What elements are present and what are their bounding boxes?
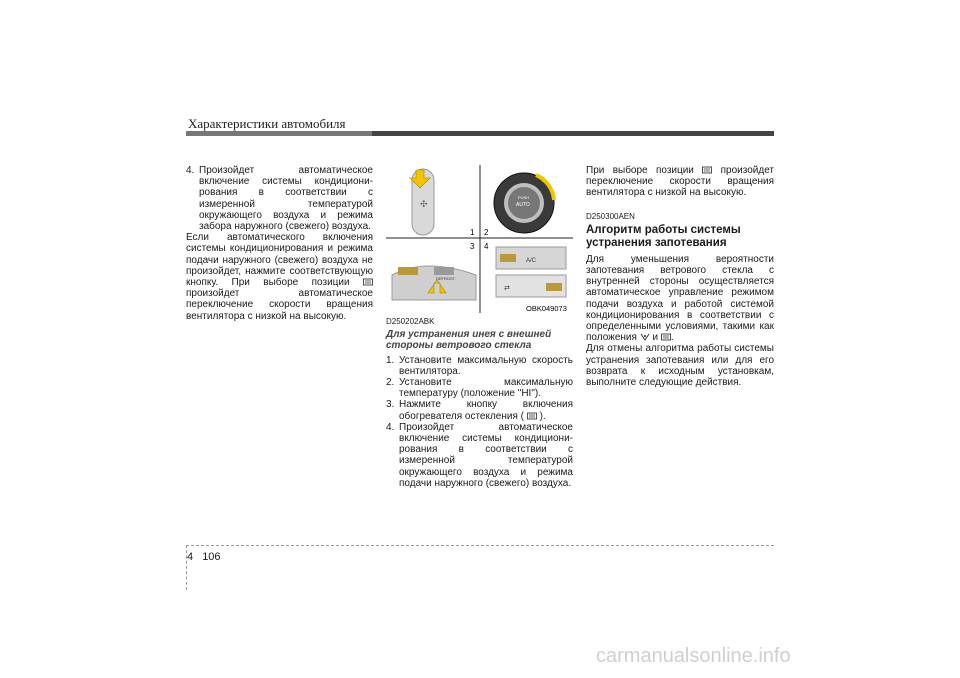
item-text: Установите максимальную температуру (положение "HI"). bbox=[399, 377, 573, 400]
paragraph-text: Для уменьшения вероятности запотевания ветрового стекла с внутренней стороны осуществляется автоматическое управление режимом подачи воздуха и работой системой кондиционирования в соответствии с определенными условиями, такими как положения bbox=[586, 253, 774, 344]
subheading: Для устранения инея с внешней стороны ветрового стекла bbox=[386, 329, 552, 352]
item-text: Произойдет автоматическое включение системы кондициони- рования в соответствии с измеренной температурой окружающего воздуха и режима подачи наружного (свежего) воздуха. bbox=[399, 421, 573, 489]
page-number bbox=[187, 551, 227, 563]
auto-label: AUTO bbox=[516, 202, 530, 208]
defrost-max-icon bbox=[363, 278, 373, 286]
section-heading: Алгоритм работы системы устранения запотевания bbox=[586, 223, 741, 249]
page-number-value: 106 bbox=[202, 551, 221, 563]
paragraph bbox=[186, 232, 373, 322]
section-code: D250202ABK bbox=[386, 317, 435, 326]
item-text: ). bbox=[539, 410, 546, 422]
conjunction-text: и bbox=[652, 332, 659, 344]
defrost-label: DEFROST bbox=[436, 276, 456, 281]
paragraph-text: произойдет автоматическое переключение скорости вращения вентилятора с низкой на высокую. bbox=[186, 288, 373, 322]
control-panel-illustration bbox=[386, 165, 573, 313]
paragraph bbox=[586, 165, 774, 199]
column-1 bbox=[186, 165, 373, 322]
footer-rule bbox=[186, 545, 774, 546]
section-number: 4 bbox=[187, 551, 194, 563]
figure-label-3: 3 bbox=[470, 242, 475, 251]
column-3 bbox=[586, 165, 774, 388]
defrost-max-icon bbox=[661, 333, 671, 341]
svg-text:✣: ✣ bbox=[420, 200, 428, 210]
list-item bbox=[386, 399, 573, 421]
recirc-icon: ⇄ bbox=[504, 285, 510, 292]
item-number: 4. bbox=[186, 165, 195, 176]
watermark: carmanualsonline.info bbox=[596, 645, 791, 667]
paragraph-text: При выборе позиции bbox=[586, 165, 694, 176]
list-item bbox=[386, 422, 573, 489]
figure-code: OBK049073 bbox=[526, 304, 567, 313]
item-text: Установите максимальную скорость вентилятора. bbox=[399, 354, 573, 377]
paragraph: Для отмены алгоритма работы системы устранения запотевания или для его возврата к исходным установкам, выполните следующие действия. bbox=[586, 343, 774, 389]
paragraph-text: произойдет переключение скорости вращения вентилятора с низкой на высокую. bbox=[586, 165, 774, 199]
item-number: 4. bbox=[386, 421, 395, 433]
figure-label-1: 1 bbox=[470, 228, 475, 237]
list-item bbox=[386, 355, 573, 377]
ac-label: A/C bbox=[526, 258, 537, 264]
floor-defrost-icon bbox=[640, 333, 650, 341]
paragraph bbox=[586, 254, 774, 344]
section-code: D250300AEN bbox=[586, 211, 635, 221]
paragraph-text: Если автоматического включения системы кондиционирования и режима подачи наружного (свежего) воздуха не произойдет, нажмите соответствующую кнопку. При выборе позиции bbox=[186, 232, 373, 289]
header-rule-accent bbox=[186, 131, 372, 136]
auto-push-label: PUSH bbox=[518, 195, 530, 200]
defrost-max-icon bbox=[527, 412, 537, 420]
figure-label-4: 4 bbox=[484, 242, 489, 251]
item-number: 3. bbox=[386, 399, 395, 411]
control-panel-figure bbox=[386, 165, 573, 313]
defrost-max-icon bbox=[702, 166, 712, 174]
list-item bbox=[386, 377, 573, 399]
item-text: Нажмите кнопку включения обогревателя остекления ( bbox=[399, 399, 573, 422]
list-item bbox=[186, 165, 373, 232]
column-2 bbox=[386, 316, 573, 489]
item-text: Произойдет автоматическое включение системы кондициони- рования в соответствии с измеренной температурой окружающего воздуха и режима забора наружного (свежего) воздуха. bbox=[199, 165, 373, 233]
paragraph-text: . bbox=[670, 332, 674, 344]
page-header-title: Характеристики автомобиля bbox=[188, 116, 346, 131]
item-number: 2. bbox=[386, 377, 395, 389]
item-number: 1. bbox=[386, 354, 395, 366]
figure-label-2: 2 bbox=[484, 228, 489, 237]
